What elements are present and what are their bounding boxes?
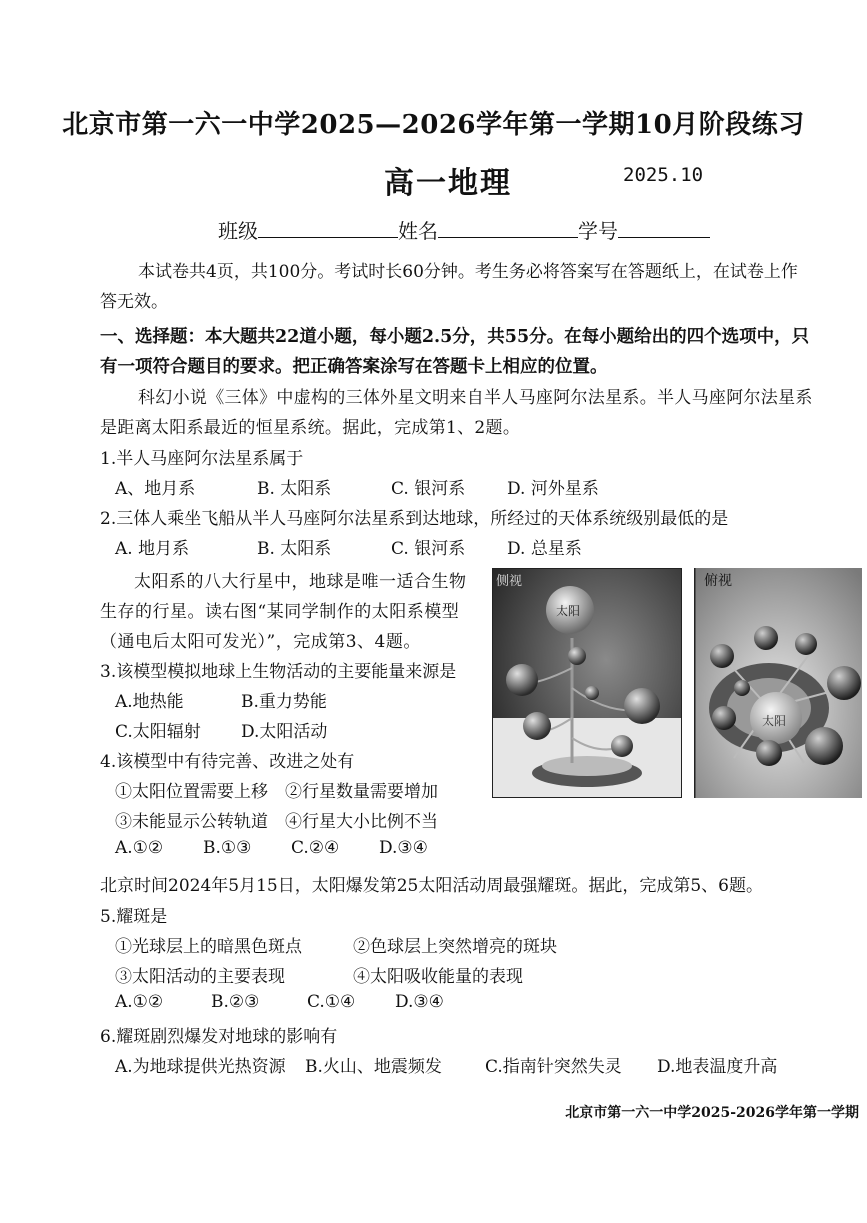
solar-model-top-view-photo (694, 568, 862, 798)
question-4-options (115, 838, 428, 858)
question-3-stem: 3.该模型模拟地球上生物活动的主要能量来源是 (100, 662, 457, 682)
class-label: 班级 (218, 219, 258, 243)
q4-item-1: ①太阳位置需要上移 (115, 782, 268, 802)
exam-date: 2025.10 (623, 164, 704, 186)
question-2-stem: 2.三体人乘坐飞船从半人马座阿尔法星系到达地球，所经过的天体系统级别最低的是 (100, 509, 729, 529)
side-view-photo-image (492, 568, 682, 798)
top-view-sun-label: 太阳 (762, 714, 787, 728)
q5-option-d: D.③④ (395, 992, 444, 1012)
question-2-options (115, 534, 582, 559)
q5-option-c: C.①④ (307, 992, 356, 1012)
q6-option-c: C.指南针突然失灵 (485, 1057, 622, 1077)
passage-2-line-3: （通电后太阳可发光）”，完成第3、4题。 (100, 632, 421, 652)
question-4-stem: 4.该模型中有待完善、改进之处有 (100, 752, 355, 772)
q4-item-3: ③未能显示公转轨道 (115, 812, 268, 832)
q6-option-d: D.地表温度升高 (657, 1057, 778, 1077)
question-4-items-row-2 (115, 807, 438, 832)
top-view-label: 俯视 (704, 573, 732, 589)
q4-item-2: ②行星数量需要增加 (285, 782, 438, 802)
q1-option-a: A、地月系 (115, 479, 196, 499)
q2-option-b: B. 太阳系 (257, 539, 332, 559)
q2-option-d: D. 总星系 (507, 539, 582, 559)
section-1-line-2: 有一项符合题目的要求。把正确答案涂写在答题卡上相应的位置。 (100, 357, 608, 377)
q2-option-c: C. 银河系 (391, 539, 466, 559)
intro-line-2: 答无效。 (100, 292, 168, 312)
intro-line-1: 本试卷共4页，共100分。考试时长60分钟。考生务必将答案写在答题纸上，在试卷上作 (138, 262, 798, 282)
q3-option-c: C.太阳辐射 (115, 722, 201, 742)
question-6-stem: 6.耀斑剧烈爆发对地球的影响有 (100, 1027, 338, 1047)
solar-model-side-view-photo (492, 568, 682, 798)
q5-item-1: ①光球层上的暗黑色斑点 (115, 937, 302, 957)
passage-1-line-1: 科幻小说《三体》中虚构的三体外星文明来自半人马座阿尔法星系。半人马座阿尔法星系 (138, 388, 813, 408)
question-5-items-row-2 (115, 962, 523, 987)
question-6-options (115, 1052, 777, 1077)
q5-option-b: B.②③ (211, 992, 260, 1012)
q4-option-a: A.①② (115, 838, 164, 858)
exam-title: 北京市第一六一中学2025—2026学年第一学期10月阶段练习 (62, 110, 805, 140)
question-1-options (115, 474, 599, 499)
name-label: 姓名 (398, 219, 438, 243)
q4-option-c: C.②④ (291, 838, 340, 858)
question-5-items-row-1 (115, 932, 557, 957)
q4-option-b: B.①③ (203, 838, 252, 858)
q5-item-2: ②色球层上突然增亮的斑块 (353, 937, 557, 957)
student-id-label: 学号 (578, 219, 618, 243)
class-blank (258, 217, 398, 238)
q1-option-c: C. 银河系 (391, 479, 466, 499)
page-footer: 北京市第一六一中学2025-2026学年第一学期 (565, 1105, 859, 1121)
student-id-blank (618, 217, 710, 238)
q2-option-a: A. 地月系 (115, 539, 190, 559)
q6-option-b: B.火山、地震频发 (305, 1057, 442, 1077)
question-5-stem: 5.耀斑是 (100, 907, 168, 927)
passage-1-line-2: 是距离太阳系最近的恒星系统。据此，完成第1、2题。 (100, 418, 521, 438)
q3-option-d: D.太阳活动 (241, 722, 328, 742)
side-view-label: 侧视 (496, 574, 523, 589)
q5-item-4: ④太阳吸收能量的表现 (353, 967, 523, 987)
q1-option-d: D. 河外星系 (507, 479, 599, 499)
question-4-items-row-1 (115, 777, 438, 802)
q3-option-b: B.重力势能 (241, 692, 327, 712)
q3-option-a: A.地热能 (115, 692, 184, 712)
question-5-options (115, 992, 444, 1012)
q6-option-a: A.为地球提供光热资源 (115, 1057, 286, 1077)
section-1-line-1: 一、选择题：本大题共22道小题，每小题2.5分，共55分。在每小题给出的四个选项中，只 (100, 327, 810, 347)
passage-2-line-2: 生存的行星。读右图“某同学制作的太阳系模型 (100, 602, 460, 622)
q5-item-3: ③太阳活动的主要表现 (115, 967, 285, 987)
question-1-stem: 1.半人马座阿尔法星系属于 (100, 449, 304, 469)
passage-2-line-1: 太阳系的八大行星中，地球是唯一适合生物 (134, 572, 467, 592)
name-blank (438, 217, 578, 238)
top-view-photo-image (694, 568, 862, 798)
student-info-fields (218, 215, 710, 244)
q4-option-d: D.③④ (379, 838, 428, 858)
subject-title: 高一地理 (384, 166, 512, 201)
q4-item-4: ④行星大小比例不当 (285, 812, 438, 832)
side-view-sun-label: 太阳 (556, 604, 581, 618)
passage-3: 北京时间2024年5月15日，太阳爆发第25太阳活动周最强耀斑。据此，完成第5、6题。 (100, 876, 763, 896)
q1-option-b: B. 太阳系 (257, 479, 332, 499)
q5-option-a: A.①② (115, 992, 164, 1012)
question-3-options-row-2 (115, 717, 327, 742)
question-3-options-row-1 (115, 687, 327, 712)
